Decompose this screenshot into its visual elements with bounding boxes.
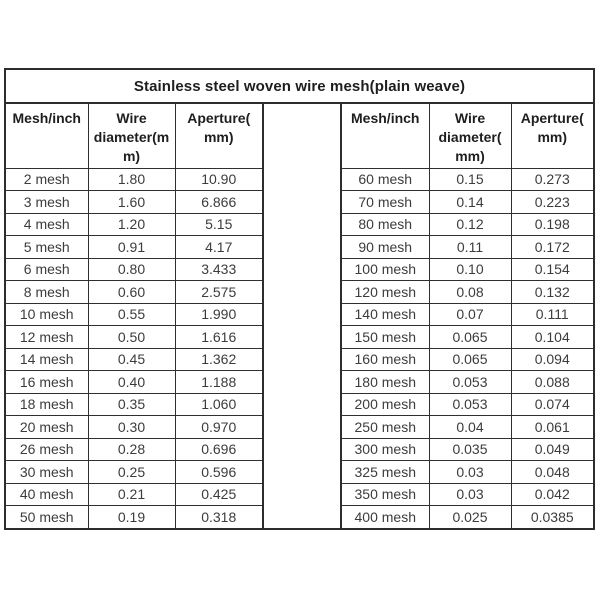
table-cell: 5 mesh (6, 236, 88, 259)
table-row (342, 461, 593, 484)
table-row (342, 483, 593, 506)
table-row (6, 506, 262, 529)
table-cell: 0.50 (88, 326, 175, 349)
table-cell: 0.21 (88, 483, 175, 506)
table-cell: 0.035 (429, 438, 511, 461)
table-cell: 30 mesh (6, 461, 88, 484)
table-cell: 1.362 (175, 348, 262, 371)
column-header: Wire diameter( mm) (429, 104, 511, 168)
table-cell: 0.30 (88, 416, 175, 439)
left-table (6, 104, 262, 528)
table-cell: 0.40 (88, 371, 175, 394)
header-row (342, 104, 593, 168)
column-header: Aperture( mm) (175, 104, 262, 168)
table-row (342, 393, 593, 416)
table-row (342, 191, 593, 214)
table-cell: 0.273 (511, 168, 593, 191)
table-cell: 180 mesh (342, 371, 429, 394)
tables-area (6, 104, 593, 528)
table-row (342, 371, 593, 394)
table-cell: 8 mesh (6, 281, 88, 304)
table-cell: 0.35 (88, 393, 175, 416)
table-cell: 0.91 (88, 236, 175, 259)
table-cell: 400 mesh (342, 506, 429, 529)
table-cell: 4 mesh (6, 213, 88, 236)
table-row (6, 236, 262, 259)
table-cell: 100 mesh (342, 258, 429, 281)
table-row (6, 393, 262, 416)
table-cell: 0.198 (511, 213, 593, 236)
table-cell: 160 mesh (342, 348, 429, 371)
table-cell: 0.053 (429, 393, 511, 416)
table-cell: 0.111 (511, 303, 593, 326)
table-cell: 1.80 (88, 168, 175, 191)
table-cell: 200 mesh (342, 393, 429, 416)
table-row (342, 326, 593, 349)
table-cell: 0.065 (429, 348, 511, 371)
table-cell: 1.60 (88, 191, 175, 214)
table-row (6, 483, 262, 506)
table-cell: 4.17 (175, 236, 262, 259)
table-cell: 60 mesh (342, 168, 429, 191)
table-cell: 1.616 (175, 326, 262, 349)
table-cell: 0.08 (429, 281, 511, 304)
table-cell: 0.094 (511, 348, 593, 371)
table-cell: 0.12 (429, 213, 511, 236)
table-cell: 12 mesh (6, 326, 88, 349)
table-cell: 0.60 (88, 281, 175, 304)
table-cell: 2 mesh (6, 168, 88, 191)
table-cell: 0.970 (175, 416, 262, 439)
table-cell: 0.07 (429, 303, 511, 326)
table-cell: 10.90 (175, 168, 262, 191)
table-cell: 0.132 (511, 281, 593, 304)
table-cell: 0.074 (511, 393, 593, 416)
table-cell: 6.866 (175, 191, 262, 214)
table-cell: 325 mesh (342, 461, 429, 484)
table-cell: 0.0385 (511, 506, 593, 529)
table-cell: 300 mesh (342, 438, 429, 461)
table-cell: 70 mesh (342, 191, 429, 214)
table-cell: 140 mesh (342, 303, 429, 326)
header-row (6, 104, 262, 168)
table-cell: 18 mesh (6, 393, 88, 416)
table-cell: 0.11 (429, 236, 511, 259)
table-cell: 0.154 (511, 258, 593, 281)
table-cell: 0.596 (175, 461, 262, 484)
table-row (342, 506, 593, 529)
table-row (342, 258, 593, 281)
table-cell: 10 mesh (6, 303, 88, 326)
table-cell: 0.28 (88, 438, 175, 461)
table-cell: 0.042 (511, 483, 593, 506)
table-cell: 1.188 (175, 371, 262, 394)
table-cell: 5.15 (175, 213, 262, 236)
table-cell: 0.04 (429, 416, 511, 439)
table-cell: 0.10 (429, 258, 511, 281)
table-cell: 0.053 (429, 371, 511, 394)
table-cell: 0.55 (88, 303, 175, 326)
table-row (342, 416, 593, 439)
table-cell: 0.696 (175, 438, 262, 461)
table-row (6, 371, 262, 394)
table-cell: 3.433 (175, 258, 262, 281)
table-cell: 0.15 (429, 168, 511, 191)
column-header: Wire diameter(m m) (88, 104, 175, 168)
table-cell: 14 mesh (6, 348, 88, 371)
table-cell: 0.45 (88, 348, 175, 371)
table-spacer (262, 104, 342, 528)
table-cell: 0.025 (429, 506, 511, 529)
table-title: Stainless steel woven wire mesh(plain weave) (6, 70, 593, 104)
column-header: Aperture( mm) (511, 104, 593, 168)
table-row (6, 461, 262, 484)
table-cell: 0.19 (88, 506, 175, 529)
table-cell: 1.20 (88, 213, 175, 236)
table-cell: 0.172 (511, 236, 593, 259)
table-cell: 6 mesh (6, 258, 88, 281)
table-row (6, 213, 262, 236)
table-cell: 0.14 (429, 191, 511, 214)
table-row (6, 168, 262, 191)
table-cell: 40 mesh (6, 483, 88, 506)
table-cell: 350 mesh (342, 483, 429, 506)
table-cell: 0.425 (175, 483, 262, 506)
table-cell: 250 mesh (342, 416, 429, 439)
table-cell: 120 mesh (342, 281, 429, 304)
table-cell: 50 mesh (6, 506, 88, 529)
table-row (342, 236, 593, 259)
table-row (6, 281, 262, 304)
table-cell: 0.03 (429, 483, 511, 506)
table-row (6, 258, 262, 281)
table-cell: 26 mesh (6, 438, 88, 461)
table-cell: 1.990 (175, 303, 262, 326)
table-cell: 0.25 (88, 461, 175, 484)
table-row (6, 326, 262, 349)
column-header: Mesh/inch (342, 104, 429, 168)
table-cell: 0.061 (511, 416, 593, 439)
table-cell: 0.223 (511, 191, 593, 214)
table-cell: 2.575 (175, 281, 262, 304)
table-cell: 90 mesh (342, 236, 429, 259)
table-row (342, 438, 593, 461)
table-cell: 3 mesh (6, 191, 88, 214)
table-cell: 0.065 (429, 326, 511, 349)
right-table (342, 104, 593, 528)
table-row (342, 348, 593, 371)
table-row (342, 168, 593, 191)
table-row (6, 348, 262, 371)
table-cell: 0.03 (429, 461, 511, 484)
table-row (6, 191, 262, 214)
table-cell: 0.104 (511, 326, 593, 349)
table-cell: 0.048 (511, 461, 593, 484)
table-cell: 0.318 (175, 506, 262, 529)
table-cell: 0.088 (511, 371, 593, 394)
table-cell: 20 mesh (6, 416, 88, 439)
wire-mesh-spec-table (4, 68, 595, 530)
table-cell: 0.049 (511, 438, 593, 461)
table-row (6, 416, 262, 439)
table-row (6, 303, 262, 326)
table-cell: 80 mesh (342, 213, 429, 236)
table-row (342, 213, 593, 236)
table-row (342, 281, 593, 304)
column-header: Mesh/inch (6, 104, 88, 168)
table-cell: 16 mesh (6, 371, 88, 394)
table-row (6, 438, 262, 461)
table-row (342, 303, 593, 326)
table-cell: 0.80 (88, 258, 175, 281)
table-cell: 1.060 (175, 393, 262, 416)
table-cell: 150 mesh (342, 326, 429, 349)
